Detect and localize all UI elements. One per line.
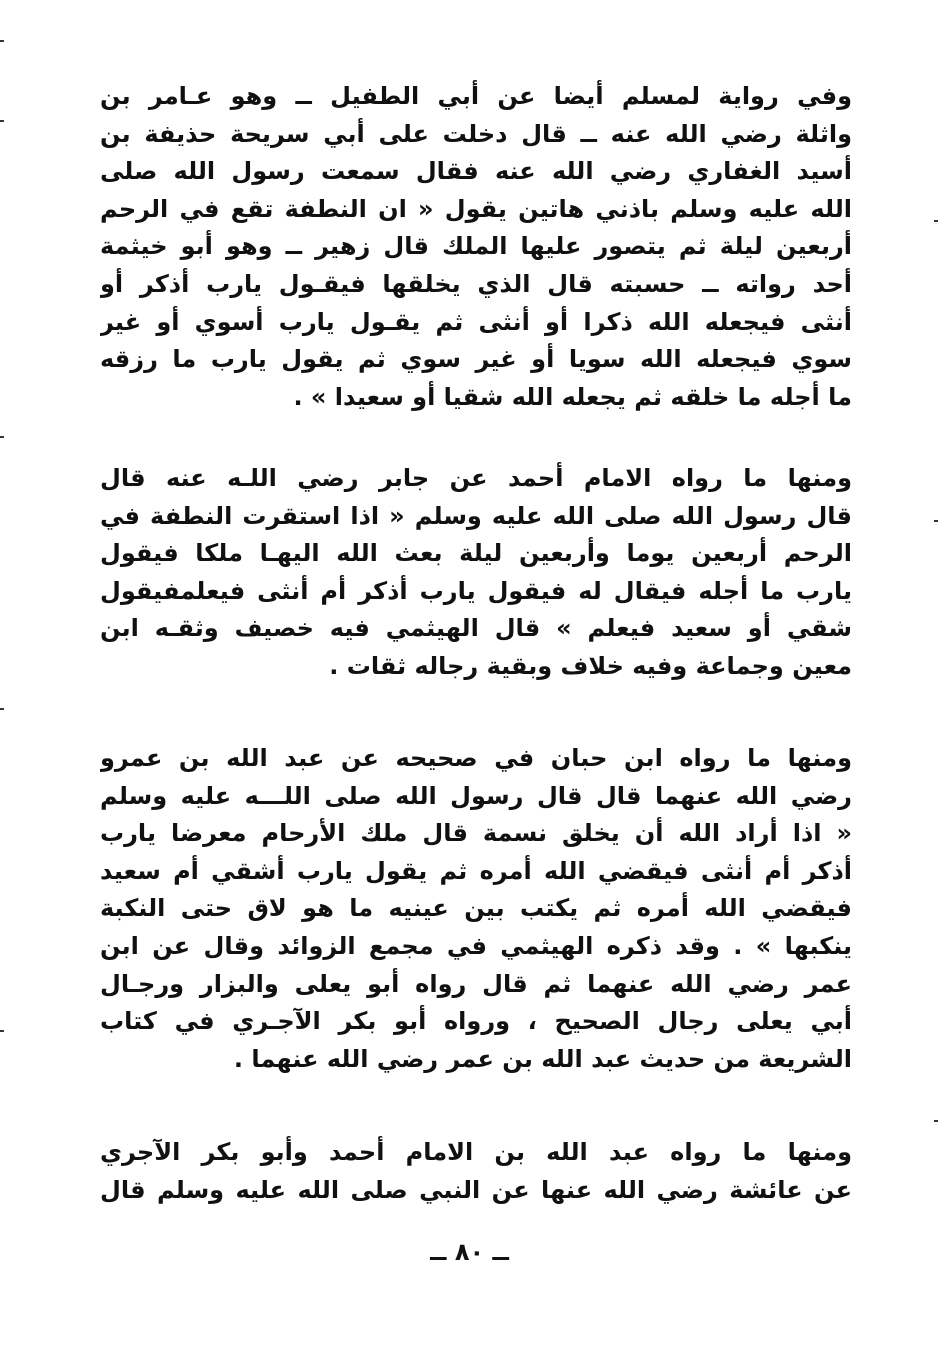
paragraph-3 [100, 740, 852, 1078]
edge-mark [934, 520, 938, 522]
text-line: وفي رواية لمسلم أيضا عن أبي الطفيل ــ وهو عـامر بن [100, 82, 852, 110]
text-line: الله عليه وسلم باذني هاتين يقول « ان النطفة تقع في الرحم [100, 194, 852, 223]
edge-mark [934, 220, 938, 222]
text-line: أربعين ليلة ثم يتصور عليها الملك قال زهير ــ وهو أبو خيثمة [100, 232, 852, 261]
text-line: شقي أو سعيد فيعلم » قال الهيثمي فيه خصيف وثقـه ابن [100, 614, 852, 643]
text-line: يارب ما أجله فيقال له فيقول يارب أذكر أم أنثى فيعلمفيقول [100, 576, 852, 605]
paragraph-4 [100, 1134, 852, 1209]
text-line: الرحم أربعين يوما وأربعين ليلة بعث الله اليهـا ملكا فيقول [100, 539, 852, 568]
text-line: رضي الله عنهما قال قال رسول الله صلى اللـــه عليه وسلم [100, 781, 852, 810]
edge-mark [0, 708, 4, 710]
text-line: أحد رواته ــ حسبته قال الذي يخلقها فيقـول يارب أذكر أو [100, 269, 852, 298]
text-line [100, 460, 852, 498]
paragraph-lead-word: ومنها [787, 464, 852, 492]
text-line: عن عائشة رضي الله عنها عن النبي صلى الله عليه وسلم قال [100, 1175, 852, 1204]
paragraph-1 [100, 78, 852, 416]
page-number: ــ ٨٠ ــ [430, 1238, 509, 1266]
text-line: الشريعة من حديث عبد الله بن عمر رضي الله عنهما . [233, 1044, 852, 1073]
text-line: قال رسول الله صلى الله عليه وسلم « اذا استقرت النطفة في [100, 501, 852, 530]
text-line: أنثى فيجعله الله ذكرا أو أنثى ثم يقـول يارب أسوي أو غير [100, 307, 852, 336]
edge-mark [0, 1030, 4, 1032]
text-line [100, 1134, 852, 1172]
paragraph-2 [100, 460, 852, 686]
text-line: أذكر أم أنثى فيقضي الله أمره ثم يقول يارب أشقي أم سعيد [100, 856, 852, 885]
text-line [100, 740, 852, 778]
text-line: ما أجله ما خلقه ثم يجعله الله شقيا أو سعيدا » . [293, 382, 852, 411]
text-line: أبي يعلى رجال الصحيح ، ورواه أبو بكر الآجـري في كتاب [100, 1007, 852, 1036]
text-line: « اذا أراد الله أن يخلق نسمة قال ملك الأرحام معرضا يارب [100, 819, 852, 848]
text-line-content: ما رواه عبد الله بن الامام أحمد وأبو بكر الآجري [100, 1138, 767, 1166]
paragraph-lead-word: ومنها [787, 1138, 852, 1166]
text-line: فيقضي الله أمره ثم يكتب بين عينيه ما هو لاق حتى النكبة [100, 894, 852, 923]
paragraph-lead-word: ومنها [787, 744, 852, 772]
text-line: ينكبها » . وقد ذكره الهيثمي في مجمع الزوائد وقال عن ابن [100, 931, 852, 960]
edge-mark [0, 120, 4, 122]
edge-mark [934, 1120, 938, 1122]
text-line-content: ما رواه ابن حبان في صحيحه عن عبد الله بن عمرو [100, 744, 771, 772]
text-line: أسيد الغفاري رضي الله عنه فقال سمعت رسول الله صلى [100, 157, 852, 186]
edge-mark [0, 40, 4, 42]
text-line: سوي فيجعله الله سويا أو غير سوي ثم يقول يارب ما رزقه [100, 345, 852, 374]
text-line: معين وجماعة وفيه خلاف وبقية رجاله ثقات . [329, 651, 852, 680]
text-line-content: ما رواه الامام أحمد عن جابر رضي اللـه عنه قال [100, 464, 768, 492]
text-line: عمر رضي الله عنهما ثم قال رواه أبو يعلى والبزار ورجـال [100, 969, 852, 998]
edge-mark [0, 436, 4, 438]
text-line: واثلة رضي الله عنه ــ قال دخلت على أبي سريحة حذيفة بن [100, 119, 852, 148]
